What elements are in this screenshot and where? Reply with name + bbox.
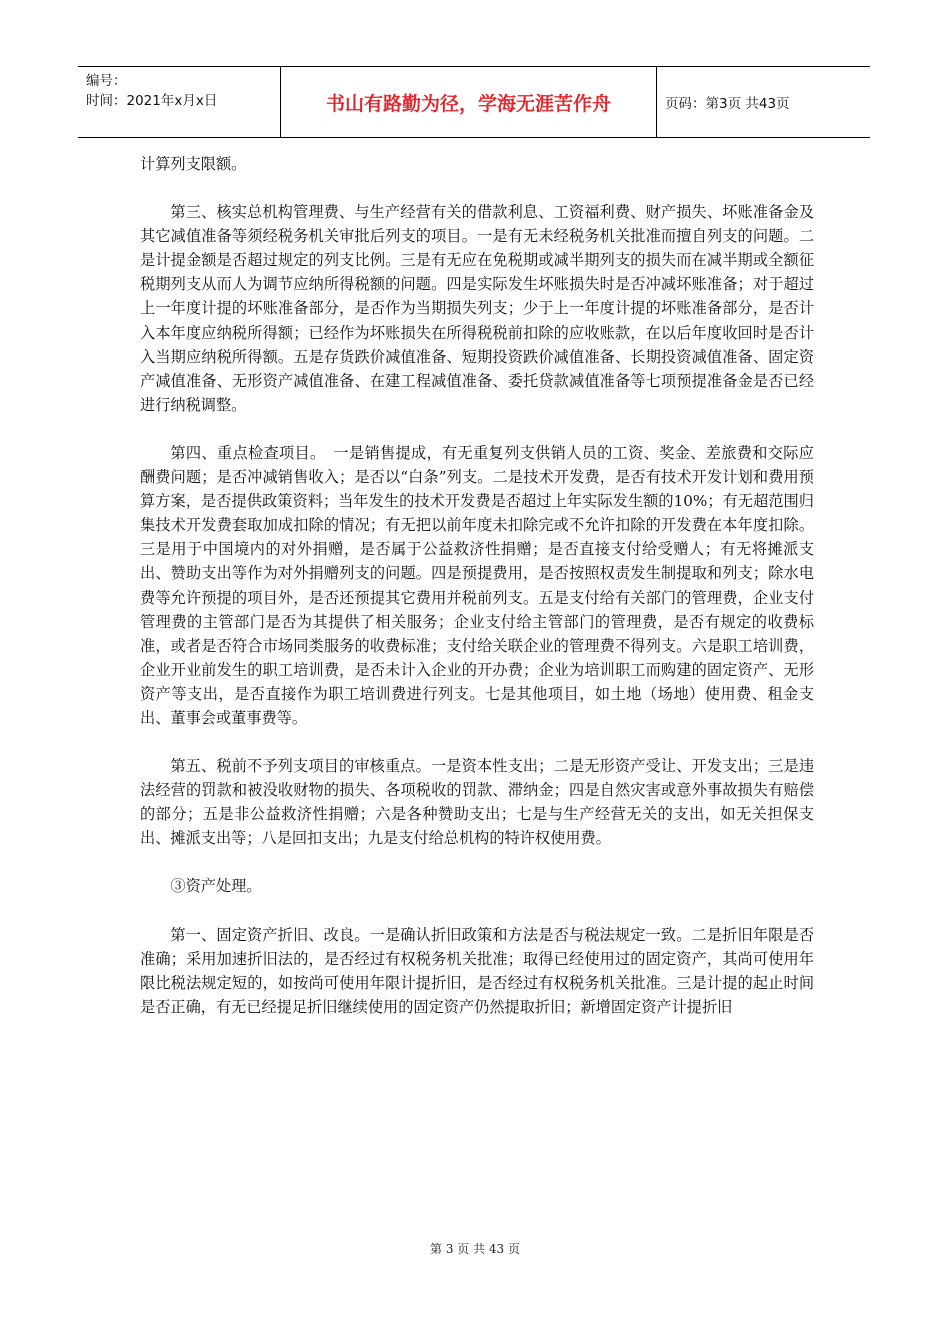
paragraph-fifth: 第五、税前不予列支项目的审核重点。一是资本性支出；二是无形资产受让、开发支出；三是违法经营的罚款和被没收财物的损失、各项税收的罚款、滞纳金；四是自然灾害或意外事故损失有赔偿的部分；五是非公益救济性捐赠；六是各种赞助支出；七是与生产经营无关的支出，如无关担保支出、摊派支出等；八是回扣支出；九是支付给总机构的特许权使用费。 <box>140 757 814 848</box>
page-footer: 第 3 页 共 43 页 <box>430 1242 520 1256</box>
number-label: 编号： <box>86 73 127 89</box>
header-page-info: 页码：第3页 共43页 <box>665 96 790 112</box>
paragraph-third: 第三、核实总机构管理费、与生产经营有关的借款利息、工资福利费、财产损失、坏账准备金及其它减值准备等须经税务机关审批后列支的项目。一是有无未经税务机关批准而擅自列支的问题。二是计提金额是否超过规定的列支比例。三是有无应在免税期或减半期列支的损失而在减半期或全额征税期列支从而人为调节应纳所得税额的问题。四是实际发生坏账损失时是否冲减坏账准备；对于超过上一年度计提的坏账准备部分，是否作为当期损失列支；少于上一年度计提的坏账准备部分，是否计入本年度应纳税所得额；已经作为坏账损失在所得税税前扣除的应收账款，在以后年度收回时是否计入当期应纳税所得额。五是存货跌价减值准备、短期投资跌价减值准备、长期投资减值准备、固定资产减值准备、无形资产减值准备、在建工程减值准备、委托贷款减值准备等七项预提准备金是否已经进行纳税调整。 <box>140 203 814 414</box>
page-header <box>78 66 870 138</box>
paragraph-fourth: 第四、重点检查项目。 一是销售提成，有无重复列支供销人员的工资、奖金、差旅费和交际应酬费问题；是否冲减销售收入；是否以“白条”列支。二是技术开发费，是否有技术开发计划和费用预算方案，是否提供政策资料；当年发生的技术开发费是否超过上年实际发生额的10%；有无超范围归集技术开发费套取加成扣除的情况；有无把以前年度未扣除完或不允许扣除的开发费在本年度扣除。三是用于中国境内的对外捐赠，是否属于公益救济性捐赠；是否直接支付给受赠人；有无将摊派支出、赞助支出等作为对外捐赠列支的问题。四是预提费用，是否按照权责发生制提取和列支；除水电费等允许预提的项目外，是否还预提其它费用并税前列支。五是支付给有关部门的管理费，企业支付管理费的主管部门是否为其提供了相关服务；企业支付给主管部门的管理费，是否有规定的收费标准，或者是否符合市场同类服务的收费标准；支付给关联企业的管理费不得列支。六是职工培训费，企业开业前发生的职工培训费，是否未计入企业的开办费；企业为培训职工而购建的固定资产、无形资产等支出，是否直接作为职工培训费进行列支。七是其他项目，如土地（场地）使用费、租金支出、董事会或董事费等。 <box>140 443 814 727</box>
document-body <box>140 152 814 1043</box>
date-label: 时间：2021年x月x日 <box>86 93 218 109</box>
paragraph-continuation: 计算列支限额。 <box>140 155 247 173</box>
paragraph-asset-first: 第一、固定资产折旧、改良。一是确认折旧政策和方法是否与税法规定一致。二是折旧年限是否准确；采用加速折旧法的，是否经过有权税务机关批准；取得已经使用过的固定资产，其尚可使用年限比税法规定短的，如按尚可使用年限计提折旧，是否经过有权税务机关批准。三是计提的起止时间是否正确，有无已经提足折旧继续使用的固定资产仍然提取折旧；新增固定资产计提折旧 <box>140 925 814 1016</box>
header-meta <box>78 67 281 137</box>
header-motto: 书山有路勤为径，学海无涯苦作舟 <box>281 67 657 137</box>
section-heading-asset: ③资产处理。 <box>170 877 262 896</box>
